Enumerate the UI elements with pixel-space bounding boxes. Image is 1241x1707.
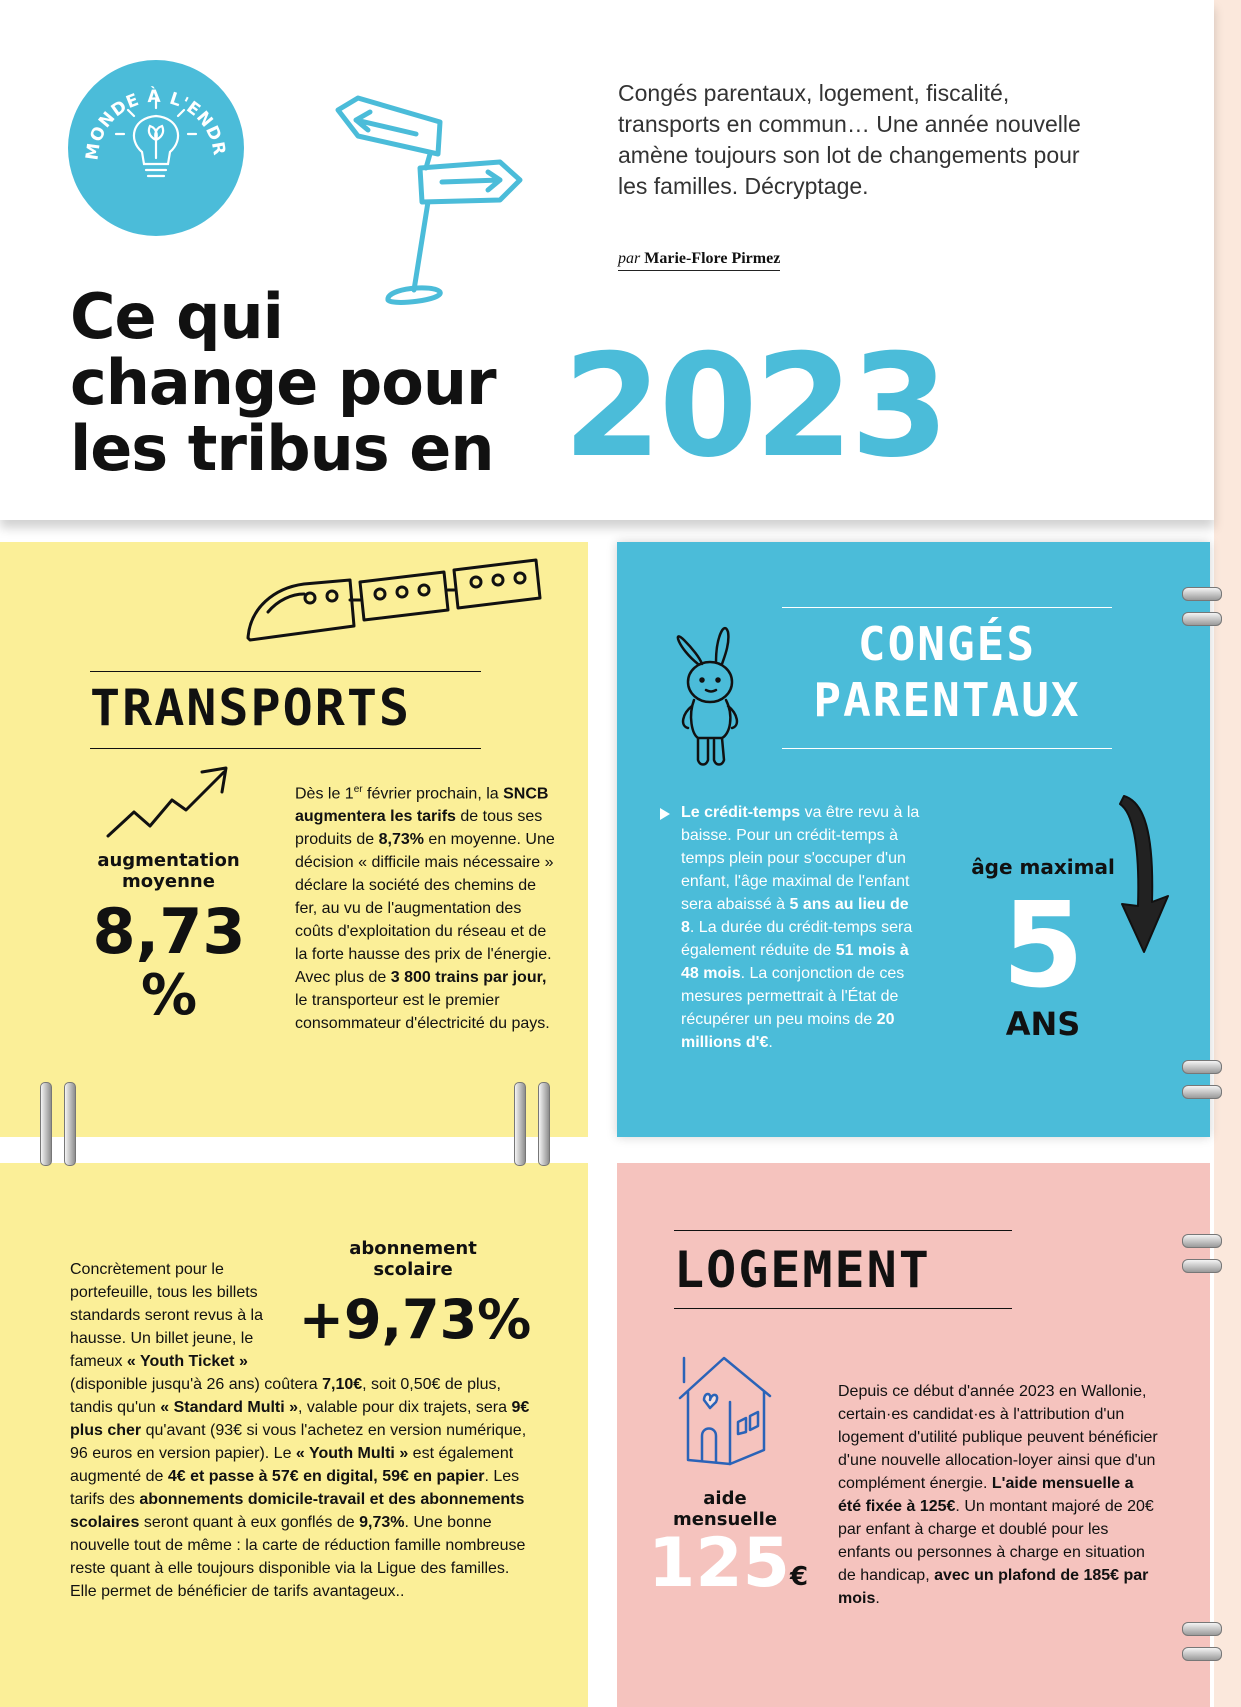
- intro-text: Congés parentaux, logement, fiscalité, transports en commun… Une année nouvelle amène toujours son lot de changements pour les familles. Décryptage.: [618, 80, 1081, 199]
- text-bold: « Youth Ticket »: [126, 1353, 248, 1370]
- text-bold: 20 millions d'€: [681, 1011, 895, 1051]
- text-span: , soit 0,50€ de plus, tandis qu'un: [70, 1376, 501, 1416]
- binder-ring: [538, 1082, 550, 1166]
- title-year: 2023: [563, 324, 947, 489]
- trend-up-icon: [104, 762, 234, 842]
- page-title: [70, 280, 496, 485]
- conges-title-line-2: PARENTAUX: [813, 673, 1081, 727]
- text-span: . Un montant majoré de 20€ par enfant à charge et doublé pour les enfants ou personnes à charge en situation de handicap,: [838, 1498, 1154, 1584]
- byline: [618, 250, 780, 271]
- signpost-icon: [330, 92, 530, 314]
- title-line-2: change pour: [70, 346, 496, 419]
- page-edge: [1214, 0, 1241, 1707]
- transports-stat-unit: %: [140, 963, 198, 1028]
- binder-ring: [1182, 1622, 1222, 1636]
- text-bold: 7,10€: [322, 1376, 363, 1393]
- byline-prefix: par: [618, 250, 641, 267]
- abonnement-text: [70, 1258, 530, 1603]
- conges-line-bottom: [782, 748, 1112, 749]
- text-bold: SNCB augmentera les tarifs: [295, 785, 549, 826]
- conges-text: [681, 801, 926, 1054]
- transports-text: [295, 778, 557, 1035]
- conges-stat-unit: ANS: [1005, 1005, 1081, 1043]
- logement-stat-unit: €: [790, 1562, 809, 1592]
- text-flow-gap: [302, 1258, 530, 1369]
- text-sup: er: [353, 784, 363, 795]
- text-bold: 3 800 trains par jour,: [390, 969, 547, 987]
- transports-title: TRANSPORTS: [90, 679, 412, 737]
- text-span: . La durée du crédit-temps sera également réduite de: [681, 919, 913, 959]
- text-span: .: [875, 1590, 880, 1607]
- train-icon: [244, 548, 544, 648]
- abonnement-stat-value: +9,73%: [298, 1288, 532, 1351]
- transports-stat-value: 8,73: [92, 895, 246, 968]
- binder-ring: [1182, 612, 1222, 626]
- lightbulb-icon: [116, 100, 196, 176]
- abonnement-stat-label: abonnement scolaire: [349, 1238, 477, 1280]
- badge-text: MONDE À L'ENDR: [82, 86, 230, 162]
- text-span: , valable pour dix trajets, sera: [298, 1399, 512, 1416]
- text-span: va être revu à la baisse. Pour un crédit-temps à temps plein pour s'occuper d'un enfant, l'âge maximal de l'enfant sera abaissé à: [681, 804, 920, 913]
- text-span: . Les tarifs des: [70, 1468, 520, 1508]
- text-bold: 9,73%: [359, 1514, 405, 1531]
- text-bold: L'aide mensuelle a été fixée à 125€: [838, 1475, 1134, 1515]
- text-bold: « Youth Multi »: [295, 1445, 409, 1462]
- conges-title-line-1: CONGÉS: [857, 617, 1037, 671]
- text-span: est également augmenté de: [70, 1445, 514, 1485]
- text-bold: 8,73%: [378, 831, 424, 849]
- logement-text: [838, 1380, 1158, 1610]
- text-span: seront quant à eux gonflés de: [139, 1514, 360, 1531]
- binder-ring: [1182, 1234, 1222, 1248]
- conges-title: [782, 616, 1112, 728]
- badge: [68, 60, 244, 236]
- text-span: . Une bonne nouvelle tout de même : la carte de réduction famille nombreuse reste quant à elle toujours disponible via la Ligue des familles. Elle permet de bénéficier de tarifs avantageux..: [70, 1514, 526, 1600]
- text-span: . La conjonction de ces mesures permettrait à l'État de récupérer un peu moins de: [681, 965, 905, 1028]
- text-span: en moyenne. Une décision « difficile mais nécessaire » déclare la société des chemins de fer, au vu de l'augmentation des coûts d'exploitation du réseau et de la forte hausse des prix de l'énergie. Avec plus de: [295, 831, 555, 987]
- bunny-icon: [672, 618, 752, 768]
- transports-stat-label: augmentation moyenne: [97, 850, 240, 892]
- badge-graphic: [68, 60, 244, 236]
- binder-ring: [1182, 1060, 1222, 1074]
- binder-ring: [1182, 587, 1222, 601]
- logement-stat-label: aide mensuelle: [672, 1488, 778, 1530]
- text-bold: Le crédit-temps: [681, 804, 801, 821]
- bullet-arrow-icon: [660, 808, 670, 820]
- binder-ring: [1182, 1259, 1222, 1273]
- text-span: Depuis ce début d'année 2023 en Wallonie, certain·es candidat·es à l'attribution d'un logement d'utilité publique peuvent bénéficier d'une nouvelle allocation-loyer ainsi que d'un complément énergie.: [838, 1383, 1158, 1492]
- text-span: (disponible jusqu'à 26 ans) coûtera: [70, 1376, 323, 1393]
- binder-ring: [64, 1082, 76, 1166]
- logement-stat-value: 125: [648, 1524, 790, 1603]
- logement-line-top: [674, 1230, 1012, 1231]
- title-line-3: les tribus en: [70, 412, 494, 485]
- text-span: qu'avant (93€ si vous l'achetez en version numérique, 96 euros en version papier). Le: [70, 1422, 527, 1462]
- binder-ring: [1182, 1647, 1222, 1661]
- binder-ring: [514, 1082, 526, 1166]
- text-bold: avec un plafond de 185€ par mois: [838, 1567, 1149, 1607]
- text-bold: 4€ et passe à 57€ en digital, 59€ en papier: [167, 1468, 485, 1485]
- text-bold: « Standard Multi »: [160, 1399, 299, 1416]
- binder-ring: [1182, 1085, 1222, 1099]
- svg-text:LE MONDE À L'ENDROIT: [68, 60, 229, 161]
- text-span: de tous ses produits de: [295, 808, 543, 849]
- binder-ring: [40, 1082, 52, 1166]
- text-span: le transporteur est le premier consommateur d'électricité du pays.: [295, 992, 550, 1033]
- text-bold: 5 ans au lieu de 8: [681, 896, 909, 936]
- text-span: Concrètement pour le portefeuille, tous les billets standards seront revus à la hausse. Un billet jeune, le fameux: [70, 1261, 263, 1370]
- transports-line-bottom: [90, 748, 481, 749]
- arrow-down-icon: [1118, 792, 1174, 962]
- text-bold: 51 mois à 48 mois: [681, 942, 909, 982]
- conges-line-top: [782, 607, 1112, 608]
- logement-line-bottom: [674, 1308, 1012, 1309]
- text-span: février prochain, la: [362, 785, 504, 803]
- logement-title: LOGEMENT: [674, 1241, 931, 1299]
- conges-stat-value: 5: [1001, 876, 1085, 1014]
- text-bold: abonnements domicile-travail et des abonnements scolaires: [70, 1491, 525, 1531]
- text-span: .: [768, 1034, 773, 1051]
- house-icon: [674, 1352, 784, 1472]
- author-name: Marie-Flore Pirmez: [644, 250, 781, 267]
- text-span: Dès le 1: [295, 785, 354, 803]
- title-line-1: Ce qui: [70, 280, 283, 353]
- transports-line-top: [90, 671, 481, 672]
- text-bold: 9€ plus cher: [70, 1399, 530, 1439]
- conges-stat-label: âge maximal: [971, 855, 1115, 879]
